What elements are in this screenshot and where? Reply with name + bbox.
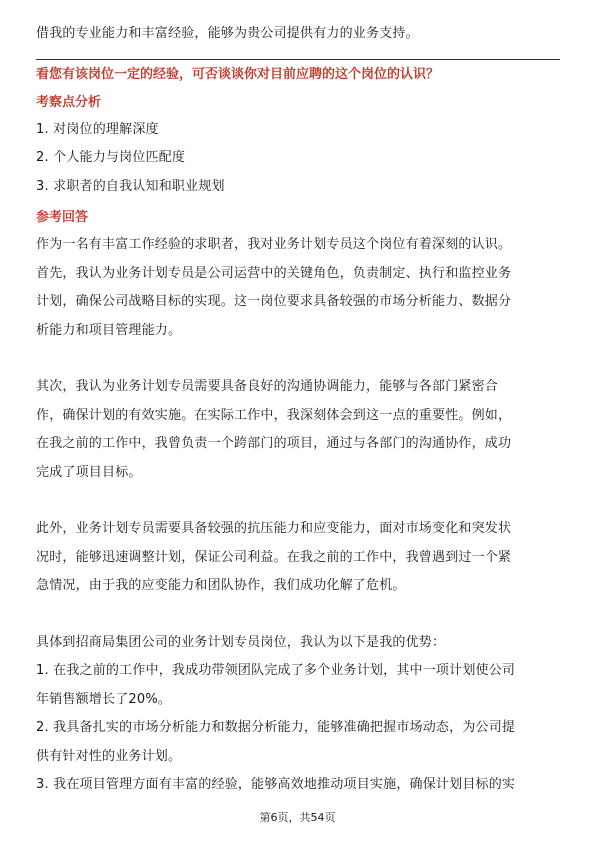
interview-question: 看您有该岗位一定的经验，可否谈谈你对目前应聘的这个岗位的认识？ — [36, 66, 440, 82]
paragraph-gap — [36, 345, 562, 373]
paragraph-line: 3. 我在项目管理方面有丰富的经验，能够高效地推动项目实施，确保计划目标的实 — [36, 777, 516, 792]
analysis-item: 2. 个人能力与岗位匹配度 — [36, 150, 186, 165]
analysis-item: 3. 求职者的自我认知和职业规划 — [36, 178, 225, 194]
paragraph-line: 作为一名有丰富工作经验的求职者，我对业务计划专员这个岗位有着深刻的认识。 — [36, 237, 512, 252]
answer-paragraph-1 — [36, 231, 562, 345]
paragraph-line: 此外，业务计划专员需要具备较强的抗压能力和应变能力，面对市场变化和突发状 — [36, 521, 512, 536]
paragraph-line: 完成了项目目标。 — [36, 464, 142, 480]
page-content — [36, 20, 562, 800]
paragraph-line: 年销售额增长了20%。 — [36, 691, 172, 707]
answer-title: 参考回答 — [36, 210, 89, 225]
paragraph-gap — [36, 487, 562, 515]
intro-line: 借我的专业能力和丰富经验，能够为贵公司提供有力的业务支持。 — [36, 26, 419, 41]
paragraph-line: 作，确保计划的有效实施。在实际工作中，我深刻体会到这一点的重要性。例如， — [36, 407, 512, 423]
paragraph-line: 具体到招商局集团公司的业务计划专员岗位，我认为以下是我的优势： — [36, 634, 446, 650]
analysis-item: 1. 对岗位的理解深度 — [36, 121, 159, 137]
paragraph-line: 计划，确保公司战略目标的实现。这一岗位要求具备较强的市场分析能力、数据分 — [36, 294, 512, 309]
paragraph-line: 况时，能够迅速调整计划，保证公司利益。在我之前的工作中，我曾遇到过一个紧 — [36, 549, 512, 565]
paragraph-line: 在我之前的工作中，我曾负责一个跨部门的项目，通过与各部门的沟通协作，成功 — [36, 436, 512, 451]
paragraph-line: 首先，我认为业务计划专员是公司运营中的关键角色，负责制定、执行和监控业务 — [36, 265, 512, 281]
answer-paragraph-2 — [36, 373, 562, 487]
analysis-title: 考察点分析 — [36, 94, 102, 110]
paragraph-line: 1. 在我之前的工作中，我成功带领团队完成了多个业务计划，其中一项计划使公司 — [36, 663, 516, 678]
section-divider — [36, 59, 560, 60]
paragraph-line: 其次，我认为业务计划专员需要具备良好的沟通协调能力，能够与各部门紧密合 — [36, 379, 499, 394]
paragraph-gap — [36, 601, 562, 629]
paragraph-line: 急情况，由于我的应变能力和团队协作，我们成功化解了危机。 — [36, 578, 406, 593]
answer-paragraph-4 — [36, 629, 562, 800]
paragraph-line: 供有针对性的业务计划。 — [36, 748, 182, 764]
page-number: 第6页，共54页 — [259, 811, 336, 824]
paragraph-line: 析能力和项目管理能力。 — [36, 322, 182, 338]
paragraph-line: 2. 我具备扎实的市场分析能力和数据分析能力，能够准确把握市场动态，为公司提 — [36, 720, 516, 735]
answer-paragraph-3 — [36, 515, 562, 601]
